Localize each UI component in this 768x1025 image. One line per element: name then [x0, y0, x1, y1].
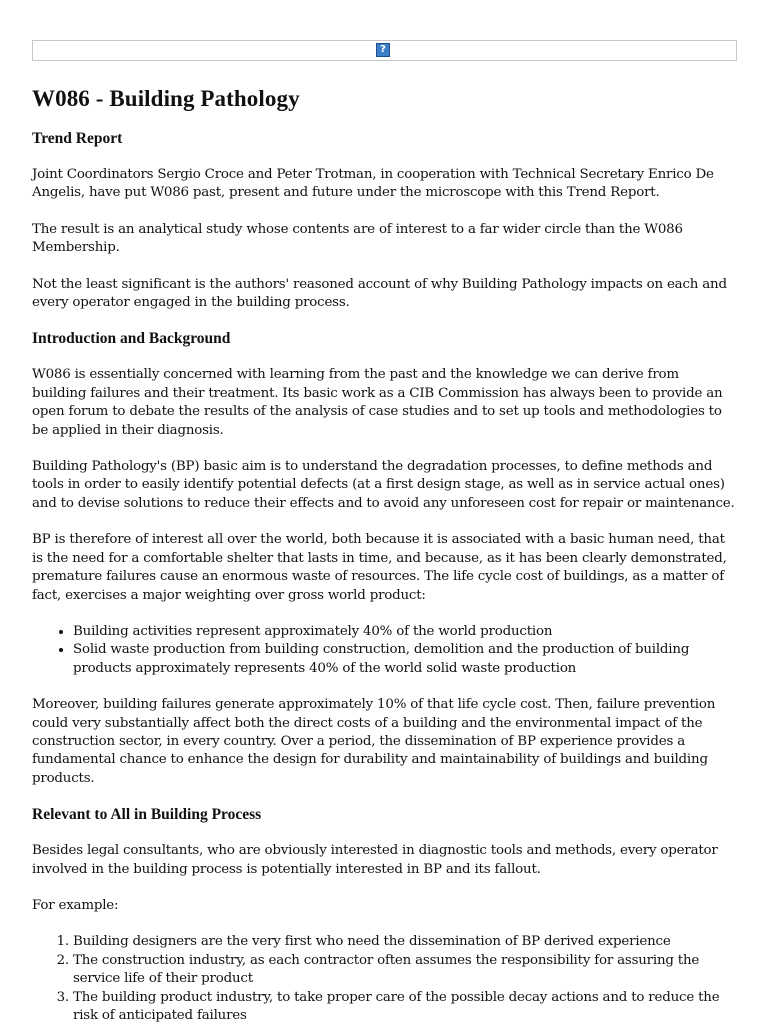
heading-trend-report: Trend Report — [32, 130, 123, 147]
paragraph: Besides legal consultants, who are obviously interested in diagnostic tools and methods, every operator involved in the building process is potentially interested in BP and its fallout. — [32, 843, 718, 877]
page-title: W086 - Building Pathology — [32, 86, 300, 111]
bullet-list — [32, 623, 737, 678]
heading-relevant: Relevant to All in Building Process — [32, 806, 262, 824]
banner-image-frame — [32, 40, 737, 61]
numbered-list — [32, 933, 737, 1025]
paragraph: Not the least significant is the authors' reasoned account of why Building Pathology impacts on each and every operator engaged in the building process. — [32, 276, 727, 311]
list-item: 3. The building product industry, to take proper care of the possible decay actions and to reduce the risk of anticipated failures — [73, 989, 737, 1025]
broken-image-icon: ? — [376, 43, 390, 57]
paragraph: Joint Coordinators Sergio Croce and Peter Trotman, in cooperation with Technical Secretary Enrico De Angelis, have put W086 past, present and future under the microscope with this Trend Report. — [32, 167, 714, 201]
paragraph: Building Pathology's (BP) basic aim is to understand the degradation processes, to define methods and tools in order to easily identify potential defects (at a first design stage, as well as in service actual ones) and to devise solutions to reduce their effects and to avoid any unforeseen cost for repair or maintenance. — [32, 459, 735, 511]
paragraph: BP is therefore of interest all over the world, both because it is associated with a basic human need, that is the need for a comfortable shelter that lasts in time, and because, as it has been clearly demonstrated, premature failures cause an enormous waste of resources. The life cycle cost of buildings, as a matter of fact, exercises a major weighting over gross world product: — [32, 532, 727, 603]
list-item: 2. The construction industry, as each contractor often assumes the responsibility for assuring the service life of their product — [73, 952, 737, 989]
paragraph: Moreover, building failures generate approximately 10% of that life cycle cost. Then, failure prevention could very substantially affect both the direct costs of a building and the environmental impact of the construction sector, in every country. Over a period, the dissemination of BP experience provides a fundamental chance to enhance the design for durability and maintainability of buildings and building products. — [32, 697, 716, 786]
list-item: 1. Building designers are the very first who need the dissemination of BP derived experience — [73, 933, 737, 951]
document-page — [32, 40, 737, 1023]
heading-introduction: Introduction and Background — [32, 330, 231, 348]
list-item: • Building activities represent approximately 40% of the world production — [73, 623, 737, 641]
list-item: • Solid waste production from building construction, demolition and the production of building products approximately represents 40% of the world solid waste production — [73, 641, 737, 678]
paragraph: W086 is essentially concerned with learning from the past and the knowledge we can derive from building failures and their treatment. Its basic work as a CIB Commission has always been to provide an open forum to debate the results of the analysis of case studies and to set up tools and methodologies to be applied in their diagnosis. — [32, 367, 723, 438]
paragraph: For example: — [32, 897, 119, 913]
paragraph: The result is an analytical study whose contents are of interest to a far wider circle than the W086 Membership. — [32, 221, 683, 256]
article-body — [32, 130, 737, 1025]
